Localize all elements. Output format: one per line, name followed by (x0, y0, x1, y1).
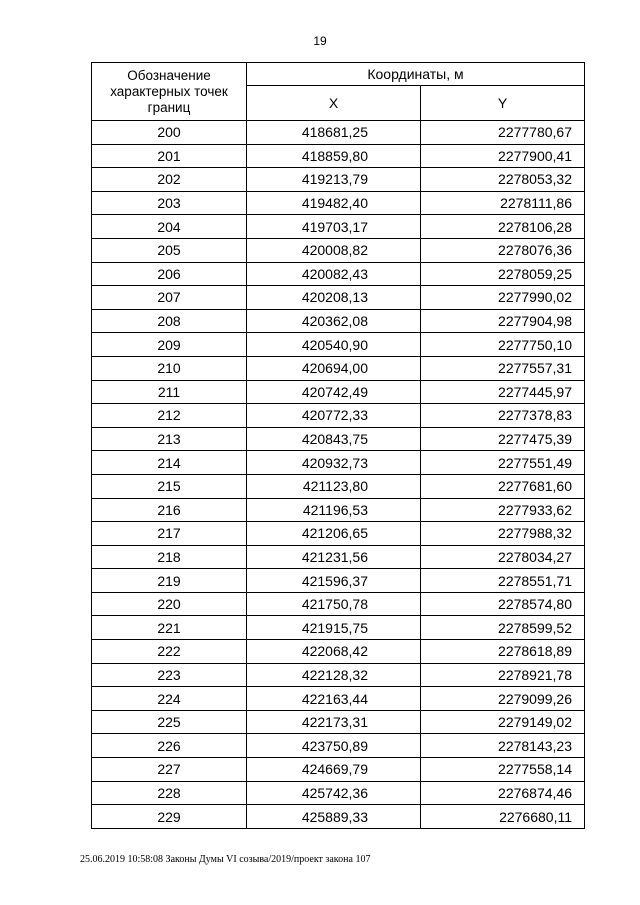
coordinates-table (91, 62, 585, 829)
table-row (92, 616, 585, 640)
point-id-cell: 203 (92, 191, 247, 215)
x-coordinate-cell: 421123,80 (247, 474, 421, 498)
table-row (92, 238, 585, 262)
x-coordinate-cell: 420540,90 (247, 333, 421, 357)
table-row (92, 215, 585, 239)
table-row (92, 781, 585, 805)
point-id-cell: 202 (92, 168, 247, 192)
x-coordinate-cell: 418681,25 (247, 121, 421, 145)
point-id-cell: 224 (92, 687, 247, 711)
point-id-cell: 204 (92, 215, 247, 239)
y-coordinate-cell: 2277445,97 (421, 380, 585, 404)
y-coordinate-cell: 2277904,98 (421, 309, 585, 333)
point-id-cell: 213 (92, 427, 247, 451)
x-coordinate-cell: 422068,42 (247, 640, 421, 664)
table-row (92, 805, 585, 829)
coordinates-header: Координаты, м (247, 63, 585, 86)
table-row (92, 286, 585, 310)
x-coordinate-cell: 422163,44 (247, 687, 421, 711)
table-header-row (92, 63, 585, 86)
y-coordinate-cell: 2277780,67 (421, 121, 585, 145)
x-coordinate-cell: 420208,13 (247, 286, 421, 310)
table-row (92, 333, 585, 357)
table-row (92, 309, 585, 333)
table-row (92, 710, 585, 734)
x-coordinate-cell: 425889,33 (247, 805, 421, 829)
point-id-cell: 212 (92, 404, 247, 428)
table-row (92, 427, 585, 451)
point-id-cell: 225 (92, 710, 247, 734)
y-coordinate-cell: 2277900,41 (421, 144, 585, 168)
y-coordinate-cell: 2278059,25 (421, 262, 585, 286)
point-id-cell: 219 (92, 569, 247, 593)
x-coordinate-cell: 421196,53 (247, 498, 421, 522)
point-id-cell: 217 (92, 522, 247, 546)
table-row (92, 356, 585, 380)
table-row (92, 191, 585, 215)
point-id-cell: 201 (92, 144, 247, 168)
x-coordinate-cell: 420742,49 (247, 380, 421, 404)
table-row (92, 144, 585, 168)
y-coordinate-cell: 2278076,36 (421, 238, 585, 262)
y-coordinate-cell: 2277557,31 (421, 356, 585, 380)
y-coordinate-cell: 2277681,60 (421, 474, 585, 498)
y-coordinate-cell: 2278034,27 (421, 545, 585, 569)
x-coordinate-cell: 422128,32 (247, 663, 421, 687)
x-coordinate-cell: 422173,31 (247, 710, 421, 734)
table-body (92, 121, 585, 829)
x-coordinate-cell: 423750,89 (247, 734, 421, 758)
point-id-cell: 226 (92, 734, 247, 758)
x-coordinate-cell: 421915,75 (247, 616, 421, 640)
point-id-cell: 228 (92, 781, 247, 805)
point-id-cell: 207 (92, 286, 247, 310)
point-id-cell: 218 (92, 545, 247, 569)
x-coordinate-cell: 419703,17 (247, 215, 421, 239)
y-coordinate-cell: 2277933,62 (421, 498, 585, 522)
table-row (92, 380, 585, 404)
point-id-cell: 220 (92, 592, 247, 616)
table-row (92, 262, 585, 286)
x-coordinate-cell: 420694,00 (247, 356, 421, 380)
table-row (92, 522, 585, 546)
table-row (92, 592, 585, 616)
table-row (92, 498, 585, 522)
x-coordinate-cell: 419482,40 (247, 191, 421, 215)
y-coordinate-cell: 2277990,02 (421, 286, 585, 310)
point-id-cell: 210 (92, 356, 247, 380)
y-coordinate-cell: 2278053,32 (421, 168, 585, 192)
y-coordinate-cell: 2279099,26 (421, 687, 585, 711)
y-coordinate-cell: 2278106,28 (421, 215, 585, 239)
point-id-cell: 216 (92, 498, 247, 522)
point-id-cell: 211 (92, 380, 247, 404)
x-coordinate-cell: 421206,65 (247, 522, 421, 546)
y-coordinate-cell: 2276680,11 (421, 805, 585, 829)
y-coordinate-cell: 2277988,32 (421, 522, 585, 546)
x-coordinate-cell: 421231,56 (247, 545, 421, 569)
table-row (92, 474, 585, 498)
table-row (92, 168, 585, 192)
x-coordinate-cell: 418859,80 (247, 144, 421, 168)
x-header: X (247, 86, 421, 121)
x-coordinate-cell: 420082,43 (247, 262, 421, 286)
y-coordinate-cell: 2277750,10 (421, 333, 585, 357)
table-row (92, 569, 585, 593)
y-coordinate-cell: 2278618,89 (421, 640, 585, 664)
x-coordinate-cell: 419213,79 (247, 168, 421, 192)
x-coordinate-cell: 420932,73 (247, 451, 421, 475)
table-row (92, 758, 585, 782)
point-id-cell: 229 (92, 805, 247, 829)
table-row (92, 451, 585, 475)
y-coordinate-cell: 2278921,78 (421, 663, 585, 687)
point-id-cell: 222 (92, 640, 247, 664)
x-coordinate-cell: 425742,36 (247, 781, 421, 805)
point-id-cell: 205 (92, 238, 247, 262)
y-coordinate-cell: 2277475,39 (421, 427, 585, 451)
point-id-cell: 200 (92, 121, 247, 145)
y-coordinate-cell: 2277558,14 (421, 758, 585, 782)
page-number: 19 (313, 34, 327, 48)
table-row (92, 545, 585, 569)
point-id-cell: 215 (92, 474, 247, 498)
point-id-cell: 223 (92, 663, 247, 687)
point-name-header: Обозначение характерных точек границ (92, 63, 247, 121)
y-coordinate-cell: 2278574,80 (421, 592, 585, 616)
point-id-cell: 209 (92, 333, 247, 357)
point-id-cell: 208 (92, 309, 247, 333)
x-coordinate-cell: 420772,33 (247, 404, 421, 428)
x-coordinate-cell: 421596,37 (247, 569, 421, 593)
y-coordinate-cell: 2276874,46 (421, 781, 585, 805)
x-coordinate-cell: 424669,79 (247, 758, 421, 782)
point-id-cell: 206 (92, 262, 247, 286)
point-id-cell: 214 (92, 451, 247, 475)
table-row (92, 640, 585, 664)
point-id-cell: 221 (92, 616, 247, 640)
table-row (92, 663, 585, 687)
x-coordinate-cell: 421750,78 (247, 592, 421, 616)
y-coordinate-cell: 2278551,71 (421, 569, 585, 593)
y-header: Y (421, 86, 585, 121)
y-coordinate-cell: 2279149,02 (421, 710, 585, 734)
y-coordinate-cell: 2278111,86 (421, 191, 585, 215)
y-coordinate-cell: 2277551,49 (421, 451, 585, 475)
table-row (92, 121, 585, 145)
x-coordinate-cell: 420008,82 (247, 238, 421, 262)
table-row (92, 404, 585, 428)
table-row (92, 687, 585, 711)
point-id-cell: 227 (92, 758, 247, 782)
table-row (92, 734, 585, 758)
y-coordinate-cell: 2278143,23 (421, 734, 585, 758)
x-coordinate-cell: 420843,75 (247, 427, 421, 451)
y-coordinate-cell: 2278599,52 (421, 616, 585, 640)
y-coordinate-cell: 2277378,83 (421, 404, 585, 428)
footer-note: 25.06.2019 10:58:08 Законы Думы VI созыва/2019/проект закона 107 (80, 854, 371, 865)
x-coordinate-cell: 420362,08 (247, 309, 421, 333)
